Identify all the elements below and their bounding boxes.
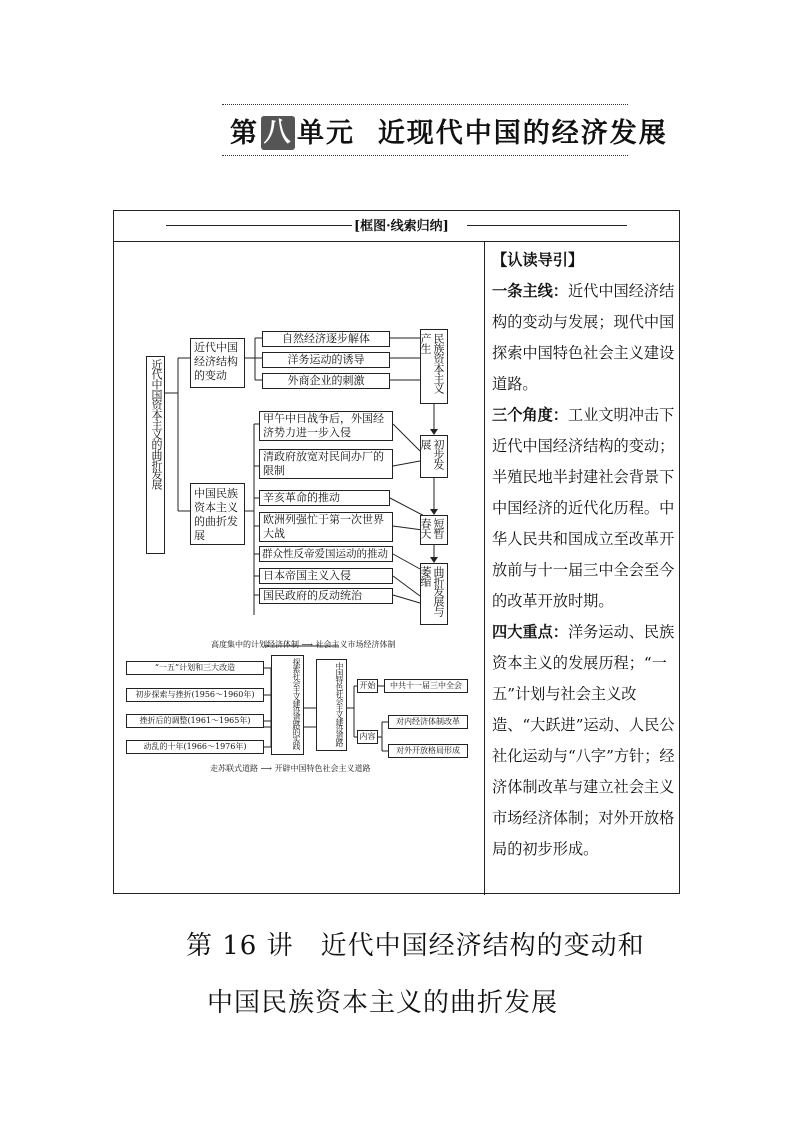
third-plenum-box	[384, 679, 468, 693]
result-initial-development	[420, 435, 448, 478]
stage-initial-exploration-label: 初步探索与挫折(1956～1960年)	[135, 690, 255, 699]
chinese-socialism-box	[316, 659, 347, 751]
market-economy-text: 社会主义市场经济体制	[315, 640, 396, 649]
factor-qing-policy	[259, 449, 393, 479]
content-label: 内容	[359, 732, 376, 741]
factor-japanese-invasion	[259, 568, 393, 584]
content-label-box	[357, 730, 378, 744]
chinese-socialism-label: 中国特色社会主义建设道路	[335, 662, 344, 746]
factor-japanese-invasion-label: 日本帝国主义入侵	[263, 569, 351, 582]
frame-header	[114, 211, 679, 242]
opening-up-label: 对外开放格局形成	[396, 746, 460, 755]
unit-title	[230, 116, 668, 152]
header-rule-right	[467, 225, 627, 226]
result-emergence-label: 民族资本主义产生	[419, 333, 445, 393]
factor-nationalist-rule-label: 国民政府的反动统治	[263, 589, 362, 602]
stage-turmoil-decade	[126, 740, 264, 754]
diagram-root	[146, 356, 165, 554]
domestic-reform-label: 对内经济体制改革	[396, 717, 460, 726]
third-plenum-label: 中共十一届三中全会	[390, 681, 462, 690]
factor-westernization	[262, 352, 390, 368]
stage-adjustment	[126, 714, 264, 728]
frame-header-label: [框图·线索归纳]	[354, 219, 449, 234]
guide-angles-key: 三个角度：	[492, 406, 568, 424]
factor-natural-economy	[262, 331, 390, 347]
guide-focus-key: 四大重点：	[492, 623, 568, 641]
diagram-branch-capitalism-label: 中国民族资本主义的曲折发展	[194, 487, 238, 542]
soviet-path-label	[210, 763, 371, 774]
guide-focus	[492, 617, 678, 865]
explore-socialism-box	[271, 655, 304, 755]
diagram-branch-structure-label: 近代中国经济结构的变动	[194, 341, 238, 382]
result-initial-development-label: 初步发展	[419, 439, 445, 469]
factor-1911-revolution-label: 辛亥革命的推动	[263, 491, 340, 504]
header-dotted-line-bottom	[222, 155, 628, 156]
lecture-title-line2: 中国民族资本主义的曲折发展	[207, 988, 559, 1018]
guide-title: 【认读导引】	[492, 251, 584, 269]
framework-diagram	[114, 241, 484, 895]
stage-first-five-year	[126, 661, 264, 675]
planned-economy-text: 高度集中的计划经济体制	[211, 640, 299, 649]
result-decline	[420, 563, 448, 625]
factor-natural-economy-label: 自然经济逐步解体	[282, 332, 370, 345]
result-emergence	[420, 329, 448, 404]
guide-main-line	[492, 276, 678, 400]
diagram-root-label: 近代中国资本主义的曲折发展	[150, 359, 163, 489]
opening-up-box	[388, 744, 468, 758]
stage-turmoil-decade-label: 动乱的十年(1966～1976年)	[143, 742, 247, 751]
unit-suffix: 单元	[297, 118, 355, 149]
column-divider	[484, 241, 485, 895]
planned-economy-label	[211, 639, 396, 650]
lecture-title-line1: 第 16 讲 近代中国经济结构的变动和	[186, 931, 645, 961]
stage-initial-exploration	[126, 688, 264, 702]
soviet-path-text: 走苏联式道路	[210, 764, 258, 773]
stage-adjustment-label: 挫折后的调整(1961～1965年)	[139, 716, 251, 725]
summary-frame	[113, 210, 680, 894]
chinese-path-text: 开辟中国特色社会主义道路	[274, 764, 371, 773]
factor-qing-policy-label: 清政府放宽对民间办厂的限制	[263, 450, 384, 477]
unit-number-badge: 八	[261, 116, 295, 150]
result-brief-spring-label: 短暂春天	[419, 518, 445, 538]
unit-prefix: 第	[230, 118, 259, 149]
factor-nationalist-rule	[259, 588, 393, 604]
factor-foreign-enterprises	[262, 373, 390, 389]
guide-focus-text: 洋务运动、民族资本主义的发展历程；“一五”计划与社会主义改造、“大跃进”运动、人民公社化运动与“八字”方针；经济体制改革与建立社会主义市场经济体制；对外开放格局的初步形成。	[492, 623, 675, 858]
stage-first-five-year-label: “一五”计划和三大改造	[154, 663, 236, 672]
factor-westernization-label: 洋务运动的诱导	[287, 353, 365, 366]
domestic-reform-box	[388, 715, 468, 729]
guide-main-line-key: 一条主线：	[492, 282, 568, 300]
header-dotted-line-top	[222, 104, 628, 105]
result-decline-label: 曲折发展与萎缩	[419, 566, 445, 616]
factor-world-war	[259, 512, 393, 542]
diagram-branch-capitalism	[190, 483, 245, 545]
diagram-branch-structure	[190, 338, 245, 388]
result-brief-spring	[420, 515, 448, 545]
arrow-right-icon: ⟶	[260, 764, 275, 773]
factor-patriotic-movement-label: 群众性反帝爱国运动的推动	[262, 548, 388, 560]
factor-sino-japanese-war	[259, 411, 393, 441]
guide-angles-text: 工业文明冲击下近代中国经济结构的变动；半殖民地半封建社会背景下中国经济的近代化历程。中华人民共和国成立至改革开放前与十一届三中全会至今的改革开放时期。	[492, 406, 675, 610]
unit-name: 近现代中国的经济发展	[377, 118, 668, 149]
explore-socialism-label: 探索社会主义建设道路的实践	[292, 658, 301, 749]
arrow-right-icon: ⟶	[301, 640, 316, 649]
guide-main-line-text: 近代中国经济结构的变动与发展；现代中国探索中国特色社会主义建设道路。	[492, 282, 675, 393]
factor-world-war-label: 欧洲列强忙于第一次世界大战	[263, 513, 384, 540]
factor-patriotic-movement	[259, 546, 393, 562]
factor-1911-revolution	[259, 490, 390, 506]
reading-guide	[492, 245, 678, 865]
factor-sino-japanese-war-label: 甲午中日战争后，外国经济势力进一步入侵	[263, 412, 384, 439]
start-label: 开始	[359, 681, 376, 690]
guide-angles	[492, 400, 678, 617]
start-label-box	[357, 679, 378, 693]
header-rule-left	[166, 225, 352, 226]
factor-foreign-enterprises-label: 外商企业的刺激	[287, 374, 365, 387]
